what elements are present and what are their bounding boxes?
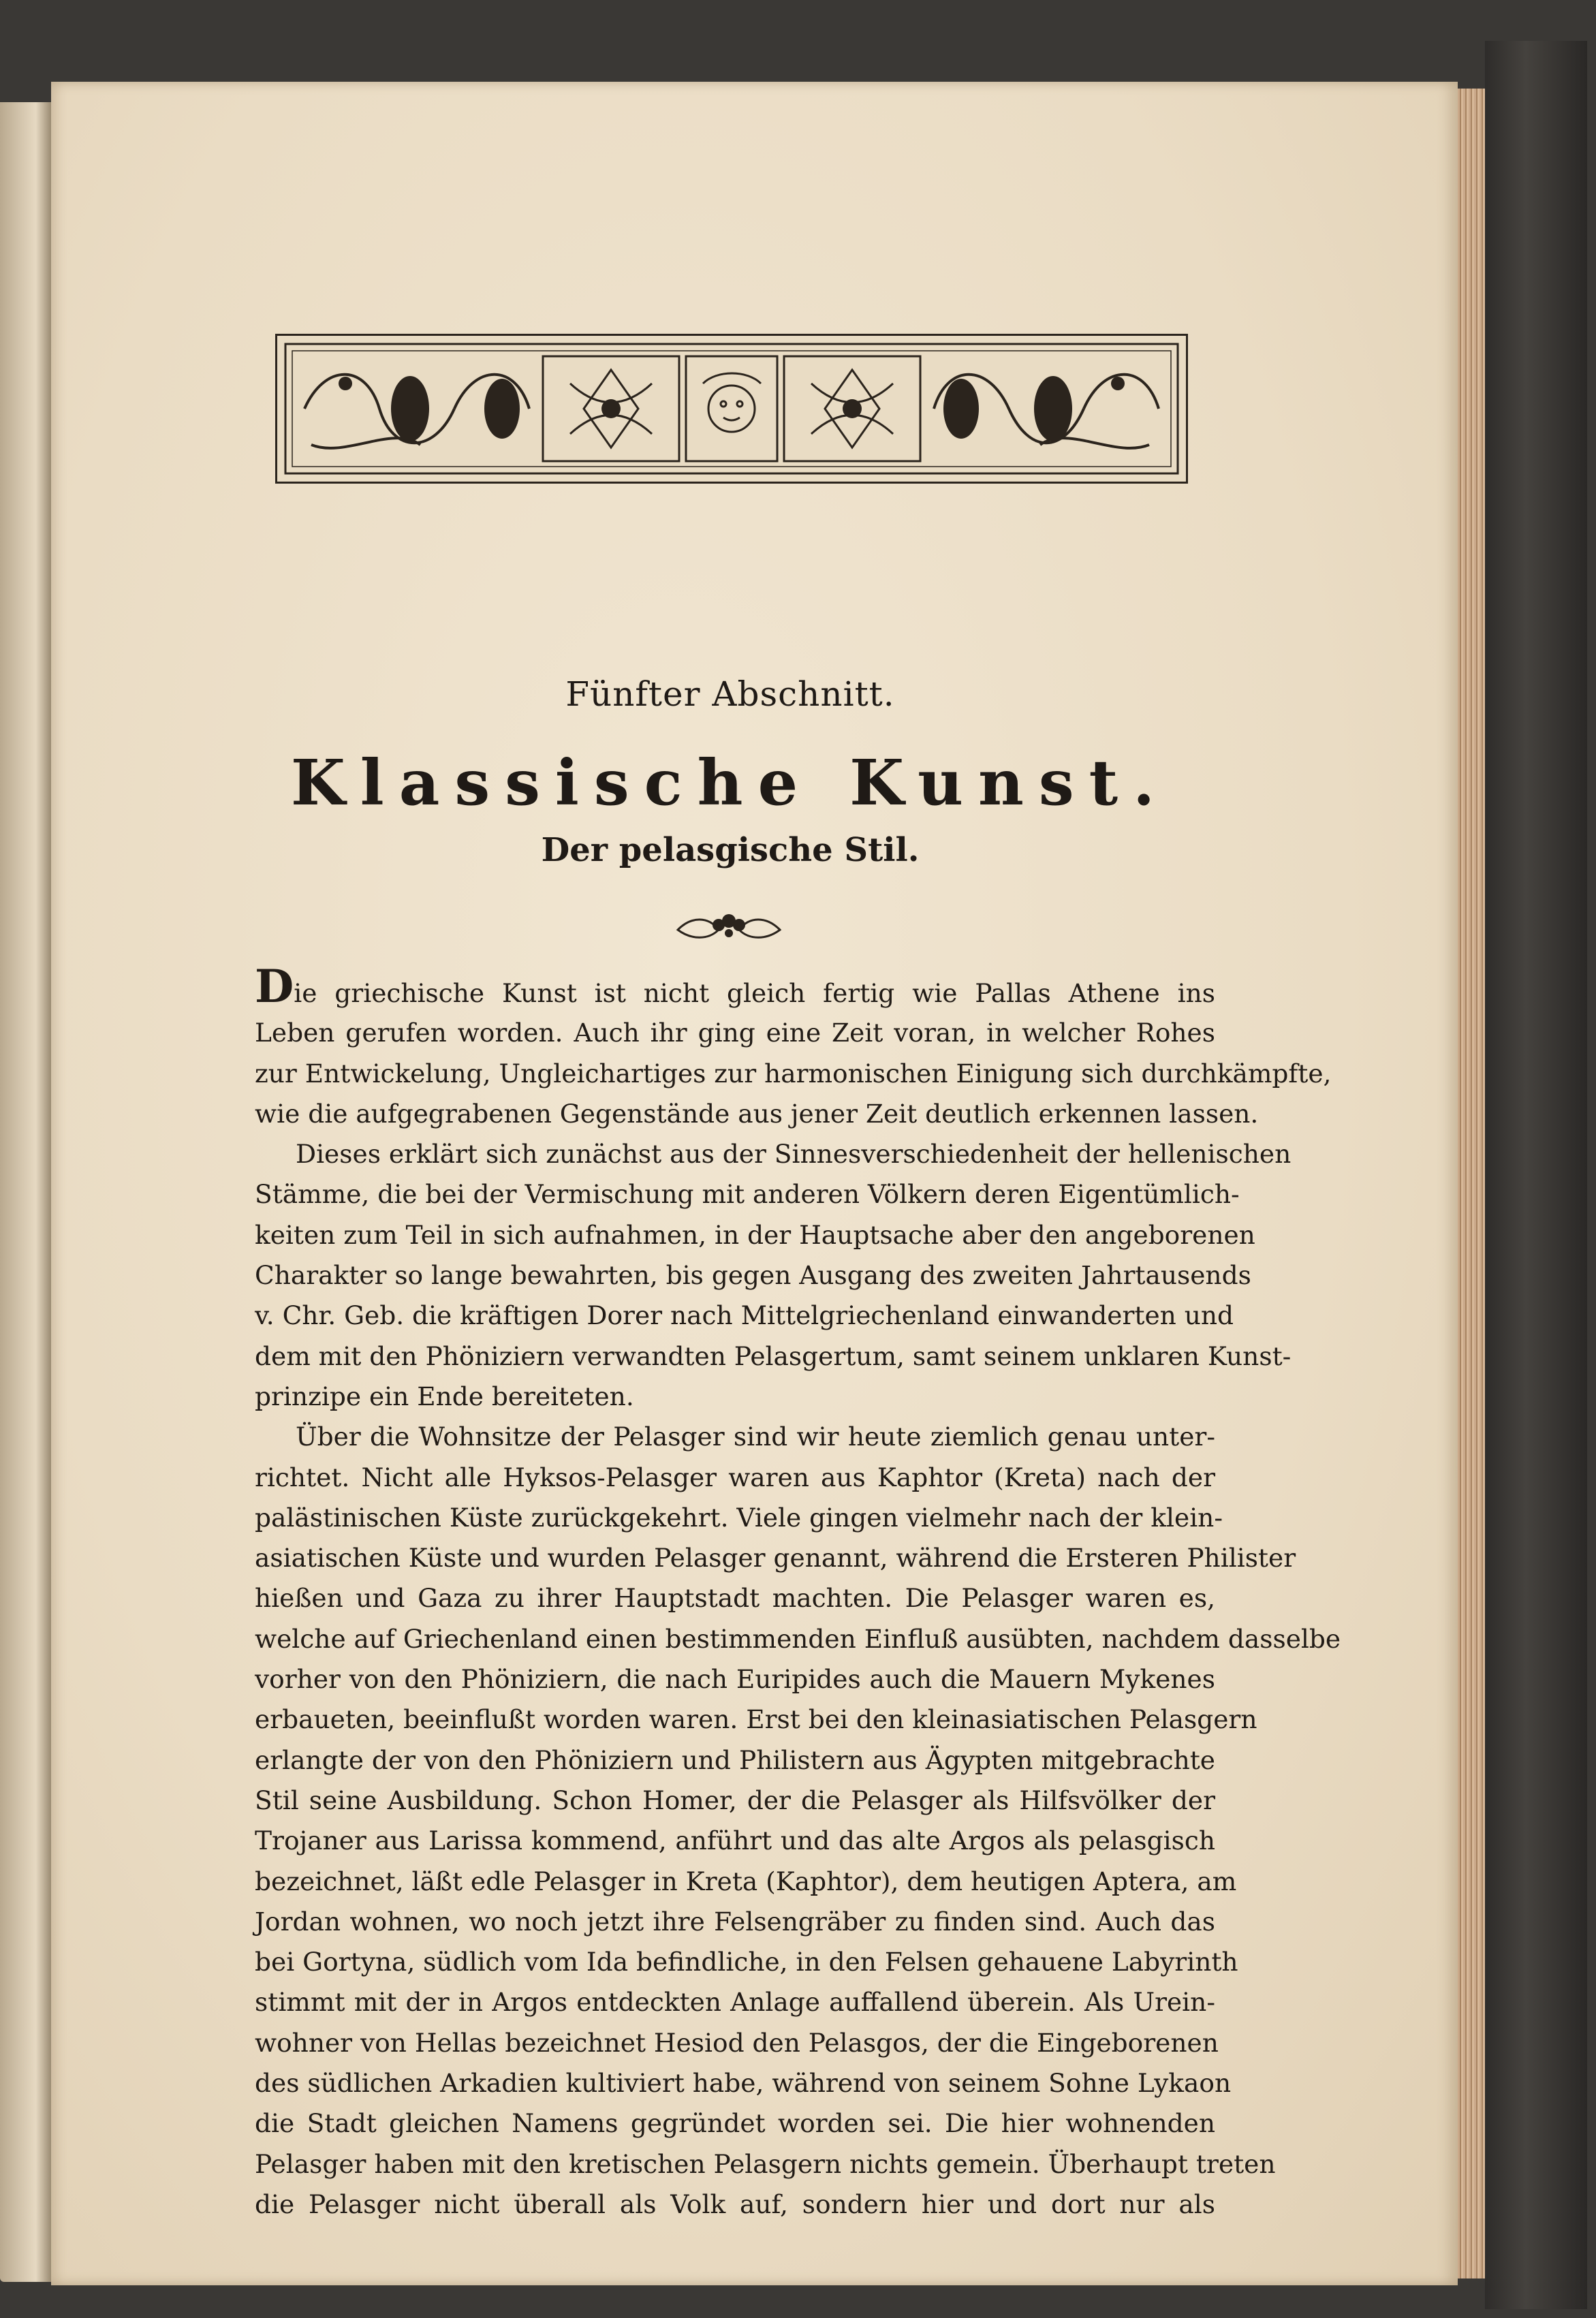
chapter-subtitle: Der pelasgische Stil. <box>541 831 920 869</box>
text-line: wohner von Hellas bezeichnet Hesiod den Pelasgos, der die Eingeborenen <box>255 2027 1219 2058</box>
drop-cap: D <box>255 960 294 1013</box>
text-line: bei Gortyna, südlich vom Ida befindliche, in den Felsen gehauene Labyrinth <box>255 1947 1238 1977</box>
text-line: erbaueten, beeinflußt worden waren. Erst bei den kleinasiatischen Pelasgern <box>255 1704 1257 1735</box>
text-line: vorher von den Phöniziern, die nach Euripides auch die Mauern Mykenes <box>255 1664 1215 1695</box>
chapter-title: Klassische Kunst. <box>290 746 1170 819</box>
text-line: Charakter so lange bewahrten, bis gegen Ausgang des zweiten Jahrtausends <box>255 1260 1251 1291</box>
section-heading: Fünfter Abschnitt. <box>565 674 895 714</box>
text-line: Leben gerufen worden. Auch ihr ging eine Zeit voran, in welcher Rohes <box>255 1018 1215 1048</box>
text-line: dem mit den Phöniziern verwandten Pelasgertum, samt seinem unklaren Kunst- <box>255 1341 1292 1371</box>
text-line: Stämme, die bei der Vermischung mit anderen Völkern deren Eigentümlich- <box>255 1179 1240 1210</box>
text-line: zur Entwickelung, Ungleichartiges zur harmonischen Einigung sich durchkämpfte, <box>255 1058 1332 1088</box>
text-line: die Stadt gleichen Namens gegründet worden sei. Die hier wohnenden <box>255 2108 1215 2139</box>
text-line: Über die Wohnsitze der Pelasger sind wir heute ziemlich genau unter- <box>296 1422 1215 1452</box>
text-line: die Pelasger nicht überall als Volk auf, sondern hier und dort nur als <box>255 2189 1215 2219</box>
page-block-edges <box>1458 89 1485 2278</box>
text-line: v. Chr. Geb. die kräftigen Dorer nach Mittelgriechenland einwanderten und <box>255 1300 1234 1331</box>
ornament-illustration <box>284 343 1179 475</box>
text-line: palästinischen Küste zurückgekehrt. Viele gingen vielmehr nach der klein- <box>255 1502 1223 1533</box>
flower-vignette <box>671 906 787 947</box>
body-text <box>255 960 1341 2225</box>
text-line: Dieses erklärt sich zunächst aus der Sinnesverschiedenheit der hellenischen <box>296 1139 1292 1170</box>
text-line: richtet. Nicht alle Hyksos-Pelasger waren aus Kaphtor (Kreta) nach der <box>255 1462 1215 1492</box>
text-line: Pelasger haben mit den kretischen Pelasgern nichts gemein. Überhaupt treten <box>255 2148 1276 2179</box>
text-line: Jordan wohnen, wo noch jetzt ihre Felsengräber zu finden sind. Auch das <box>255 1906 1215 1937</box>
text-line: stimmt mit der in Argos entdeckten Anlage auffallend überein. Als Urein- <box>255 1987 1215 2018</box>
text-line: prinzipe ein Ende bereiteten. <box>255 1381 634 1411</box>
text-line: Trojaner aus Larissa kommend, anführt und das alte Argos als pelasgisch <box>255 1826 1215 1856</box>
text-line: welche auf Griechenland einen bestimmenden Einfluß ausübten, nachdem dasselbe <box>255 1623 1341 1654</box>
previous-page-edge <box>0 102 51 2282</box>
text-line: erlangte der von den Phöniziern und Philistern aus Ägypten mitgebrachte <box>255 1744 1215 1775</box>
text-line: hießen und Gaza zu ihrer Hauptstadt machten. Die Pelasger waren es, <box>255 1583 1215 1614</box>
text-line: bezeichnet, läßt edle Pelasger in Kreta (Kaphtor), dem heutigen Aptera, am <box>255 1866 1237 1896</box>
text-line: Stil seine Ausbildung. Schon Homer, der die Pelasger als Hilfsvölker der <box>255 1785 1215 1815</box>
ornamental-header-band <box>275 334 1188 484</box>
text-line: keiten zum Teil in sich aufnahmen, in der Hauptsache aber den angeborenen <box>255 1219 1255 1250</box>
text-line: asiatischen Küste und wurden Pelasger genannt, während die Ersteren Philister <box>255 1543 1296 1573</box>
text-line: des südlichen Arkadien kultiviert habe, während von seinem Sohne Lykaon <box>255 2068 1232 2099</box>
text-line: Die griechische Kunst ist nicht gleich fertig wie Pallas Athene ins <box>255 960 1215 1013</box>
book-cover-edge <box>1485 41 1587 2309</box>
text-line: wie die aufgegrabenen Gegenstände aus jener Zeit deutlich erkennen lassen. <box>255 1098 1259 1129</box>
